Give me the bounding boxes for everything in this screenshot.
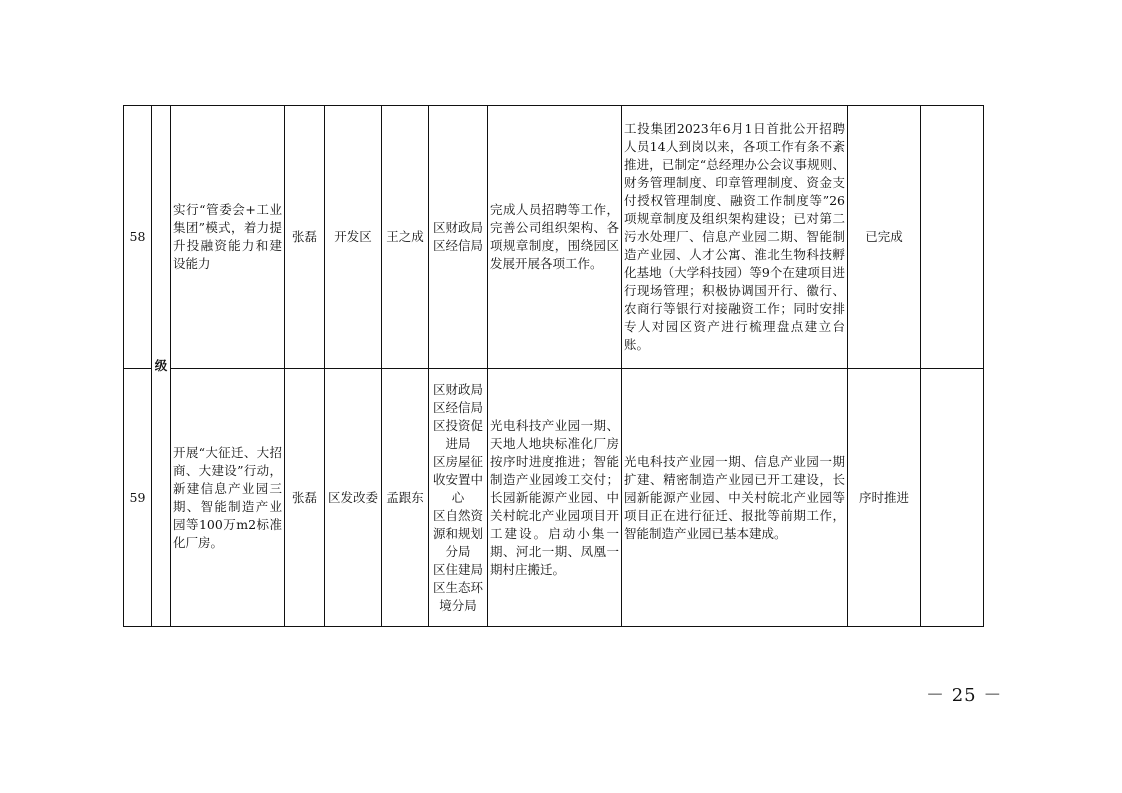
table-row	[124, 369, 984, 627]
table-row	[124, 106, 984, 369]
level-column: 级	[152, 106, 171, 627]
progress-text: 光电科技产业园一期、信息产业园一期扩建、精密制造产业园已开工建设，长园新能源产业园、中关村皖北产业园等项目正在进行征迁、报批等前期工作，智能制造产业园已基本建成。	[622, 369, 848, 627]
row-number: 59	[124, 369, 152, 627]
leader-name: 张磊	[285, 106, 325, 369]
coop-units: 区财政局区经信局	[429, 106, 488, 369]
coop-unit: 区生态环境分局	[432, 579, 483, 613]
status-text: 已完成	[848, 106, 921, 369]
coop-unit: 区自然资源和规划分局	[432, 507, 483, 559]
coop-unit: 区住建局	[432, 561, 483, 577]
coop-units	[429, 369, 488, 627]
task-table	[123, 105, 984, 627]
remark-cell	[921, 106, 984, 369]
task-description: 开展“大征迁、大招商、大建设”行动，新建信息产业园三期、智能制造产业园等100万m2标准化厂房。	[171, 369, 285, 627]
row-number: 58	[124, 106, 152, 369]
page-number: － 25 －	[926, 685, 1003, 706]
goal-text: 光电科技产业园一期、天地人地块标准化厂房按序时进度推进；智能制造产业园竣工交付；长园新能源产业园、中关村皖北产业园项目开工建设。启动小集一期、河北一期、凤凰一期村庄搬迁。	[488, 369, 622, 627]
lead-unit: 区发改委	[325, 369, 382, 627]
coop-unit: 区财政局	[432, 381, 483, 397]
coop-unit: 区经信局	[432, 399, 483, 415]
status-text: 序时推进	[848, 369, 921, 627]
coop-unit: 区房屋征收安置中心	[432, 453, 483, 505]
lead-unit: 开发区	[325, 106, 382, 369]
coop-unit: 区投资促进局	[432, 417, 483, 451]
task-description: 实行“管委会+工业集团”模式，着力提升投融资能力和建设能力	[171, 106, 285, 369]
leader-name: 张磊	[285, 369, 325, 627]
responsible-person: 王之成	[382, 106, 429, 369]
remark-cell	[921, 369, 984, 627]
progress-text: 工投集团2023年6月1日首批公开招聘人员14人到岗以来，各项工作有条不紊推进，已制定“总经理办公会议事规则、财务管理制度、印章管理制度、资金支付授权管理制度、融资工作制度等”26项规章制度及组织架构建设；已对第二污水处理厂、信息产业园二期、智能制造产业园、人才公寓、淮北生物科技孵化基地（大学科技园）等9个在建项目进行现场管理；积极协调国开行、徽行、农商行等银行对接融资工作；同时安排专人对园区资产进行梳理盘点建立台账。	[622, 106, 848, 369]
responsible-person: 孟跟东	[382, 369, 429, 627]
goal-text: 完成人员招聘等工作，完善公司组织架构、各项规章制度，围绕园区发展开展各项工作。	[488, 106, 622, 369]
